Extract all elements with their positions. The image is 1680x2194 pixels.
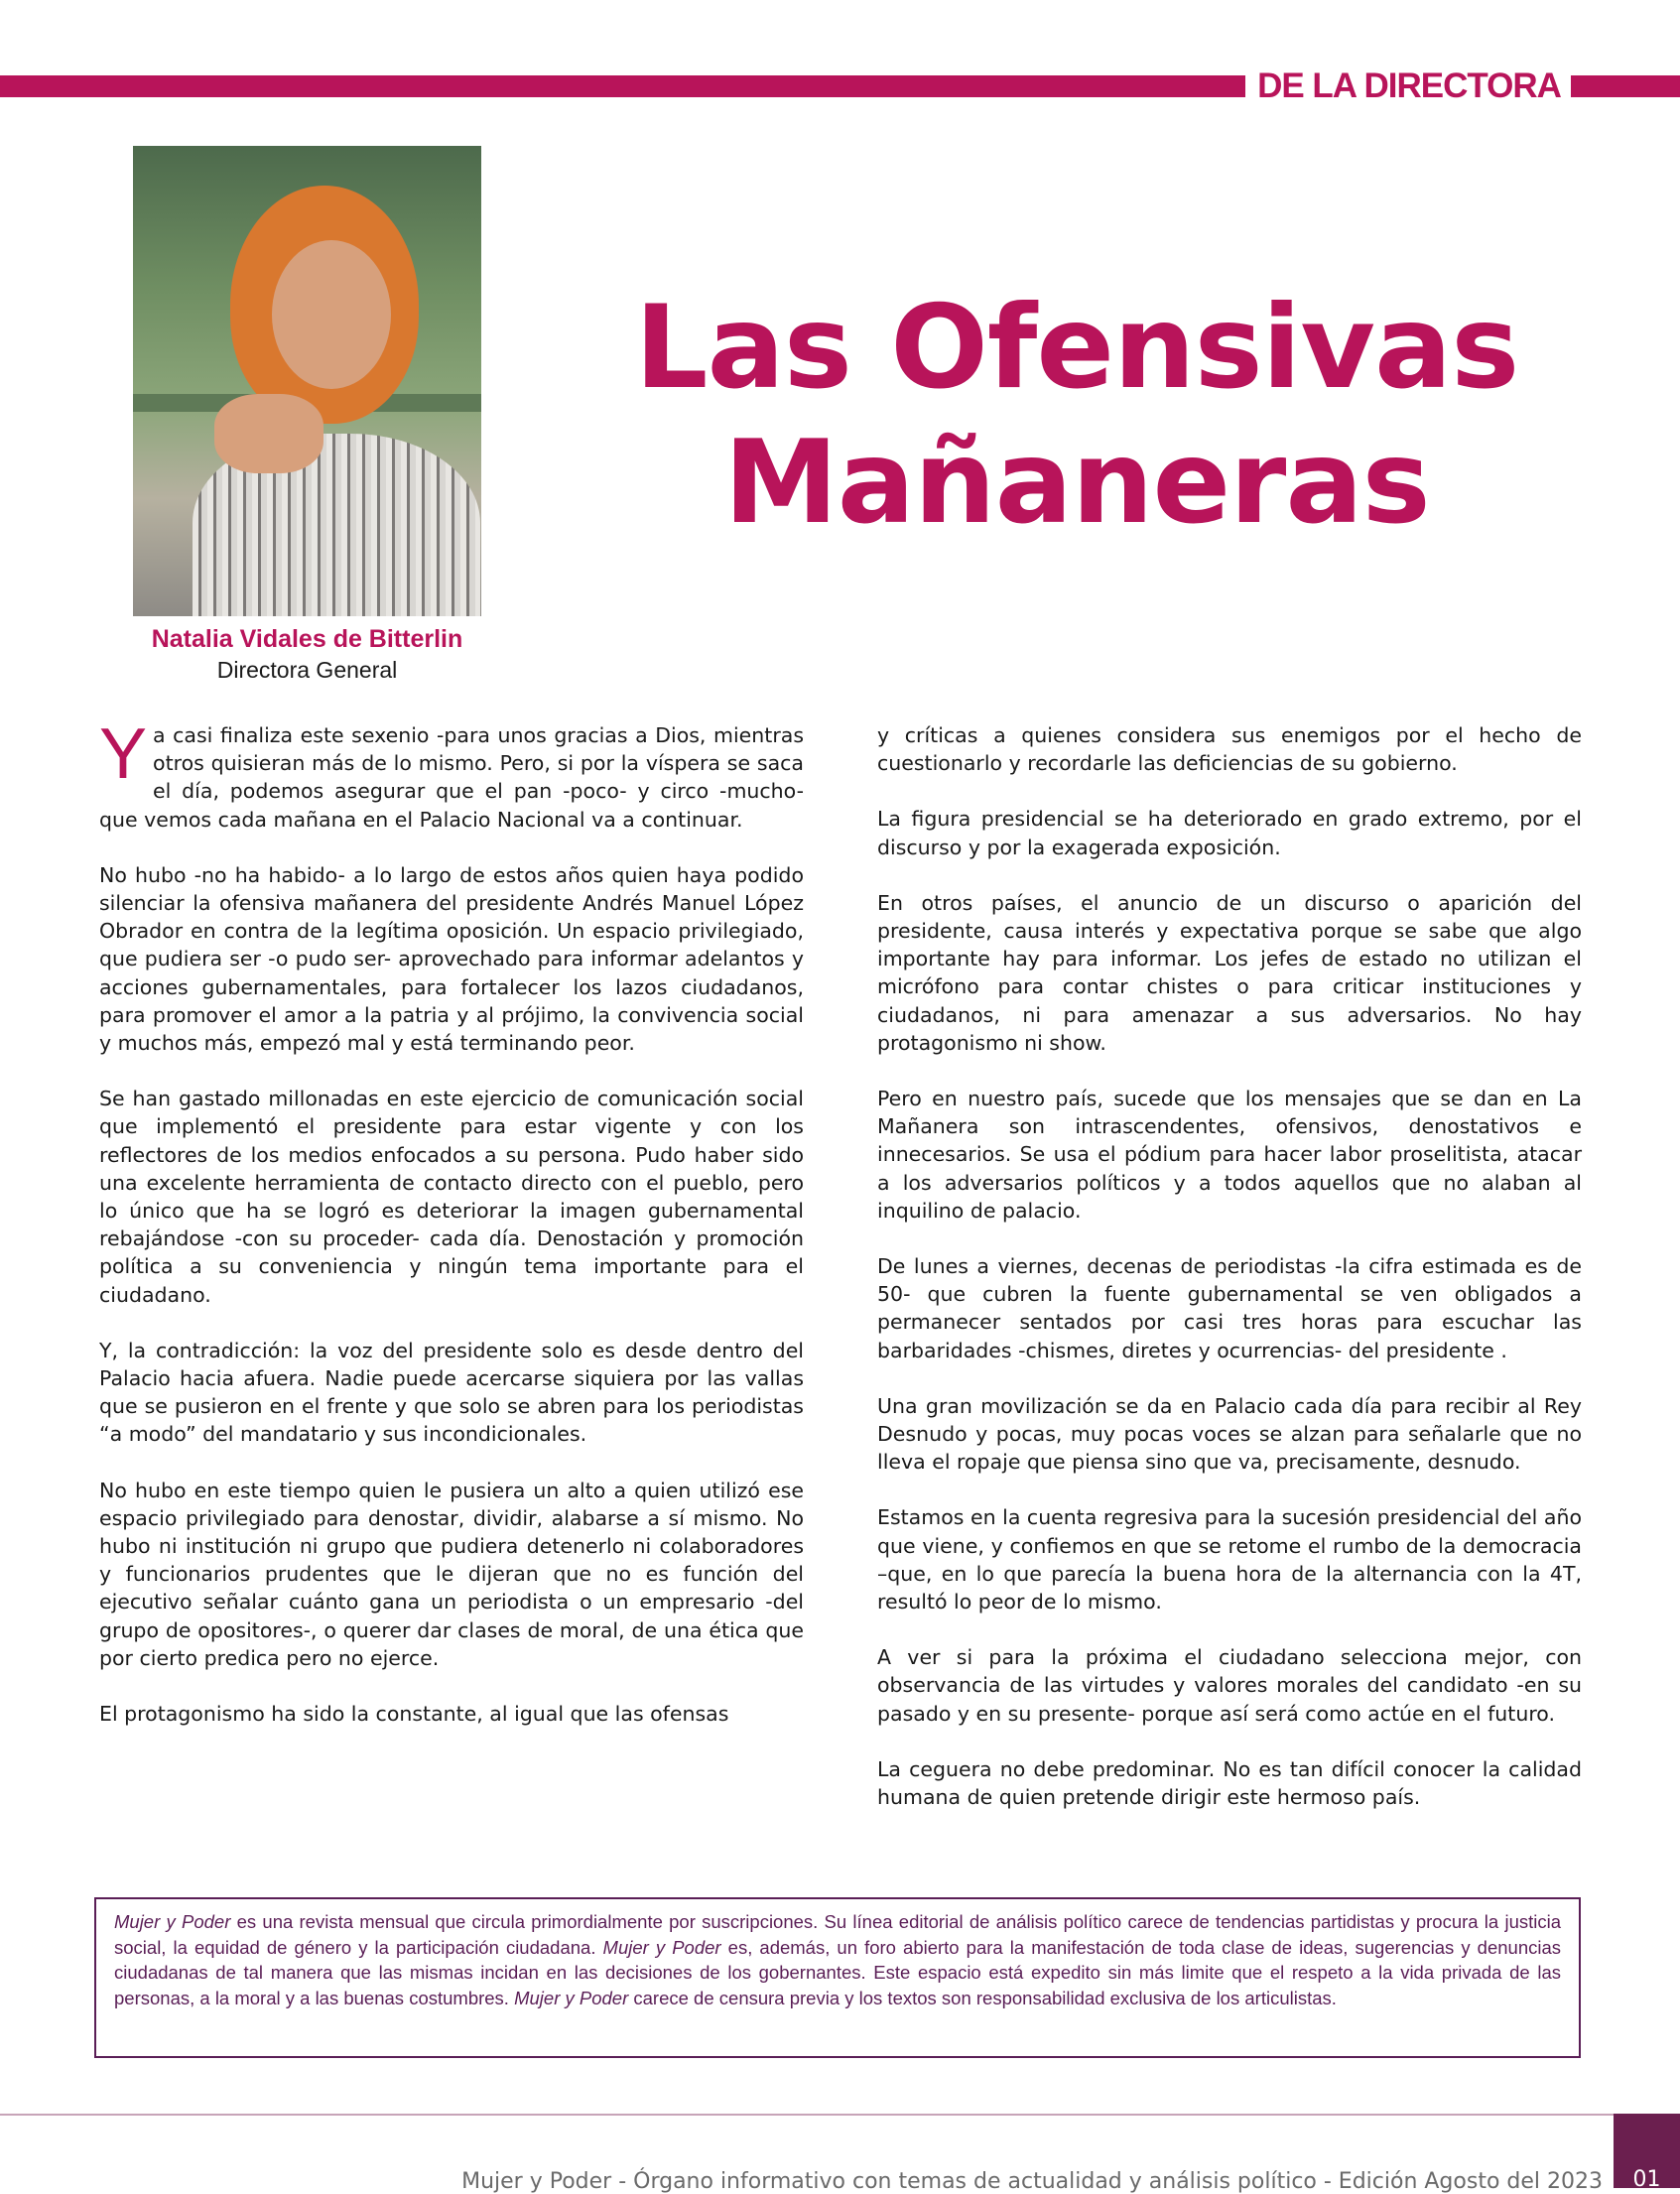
- paragraph-text: a casi finaliza este sexenio -para unos gracias a Dios, mientras otros quisieran más de lo mismo. Pero, si por la víspera se saca el día, podemos asegurar que el pan -poco- y circo -mucho- que vemos cada mañana en el Palacio Nacional va a continuar.: [99, 723, 804, 832]
- title-line-1: Las Ofensivas: [634, 281, 1519, 415]
- author-photo: [133, 146, 481, 616]
- paragraph: y críticas a quienes considera sus enemigos por el hecho de cuestionarlo y recordarle las deficiencias de su gobierno.: [877, 723, 1582, 776]
- disclaimer-text: carece de censura previa y los textos son responsabilidad exclusiva de los articulistas.: [628, 1987, 1337, 2008]
- paragraph: No hubo -no ha habido- a lo largo de estos años quien haya podido silenciar la ofensiva mañanera del presidente Andrés Manuel López Obrador en contra de la legítima oposición. Un espacio privilegiado, que pudiera ser -o pudo ser- aprovechado para informar adelantos y acciones gubernamentales, para fortalecer los lazos ciudadanos, para promover el amor a la patria y al prójimo, la convivencia social y muchos más, empezó mal y está terminando peor.: [99, 862, 804, 1056]
- article-title: [516, 281, 1637, 551]
- magazine-name: Mujer y Poder: [114, 1911, 231, 1932]
- footer-text: Mujer y Poder - Órgano informativo con temas de actualidad y análisis político - Edición Agosto del 2023: [461, 2169, 1603, 2194]
- photo-face: [272, 240, 391, 389]
- header-rule-right: [1571, 75, 1680, 97]
- magazine-name: Mujer y Poder: [514, 1987, 629, 2008]
- paragraph: De lunes a viernes, decenas de periodistas -la cifra estimada es de 50- que cubren la fuente gubernamental se ven obligados a permanecer sentados por casi tres horas para escuchar las barbaridades -chismes, diretes y ocurrencias- del presidente .: [877, 1254, 1582, 1362]
- photo-hands: [214, 394, 323, 473]
- paragraph: La ceguera no debe predominar. No es tan difícil conocer la calidad humana de quien pretende dirigir este hermoso país.: [877, 1756, 1582, 1810]
- author-role: Directora General: [216, 657, 398, 683]
- paragraph: Una gran movilización se da en Palacio cada día para recibir al Rey Desnudo y pocas, muy pocas voces se alzan para señalarle que no lleva el ropaje que piensa sino que va, precisamente, desnudo.: [877, 1393, 1582, 1475]
- author-name: Natalia Vidales de Bitterlin: [151, 625, 463, 653]
- paragraph: No hubo en este tiempo quien le pusiera un alto a quien utilizó ese espacio privilegiado para denostar, dividir, alabarse a sí mismo. No hubo ni institución ni grupo que pudiera detenerlo ni colaboradores y funcionarios prudentes que le dijeran que no es función del ejecutivo señalar cuánto gana un periodista o un empresario -del grupo de opositores-, o querer dar clases de moral, de una ética que por cierto predica pero no ejerce.: [99, 1478, 804, 1670]
- disclaimer-text: es una revista mensual que circula primordialmente por suscripciones. Su línea editorial de análisis político carece de tendencias partidistas y procura la justicia social, la equidad de género y la participación ciudadana.: [114, 1911, 1562, 1958]
- article-column-left: [99, 714, 804, 1755]
- editorial-disclaimer-box: [94, 1897, 1581, 2058]
- section-label: DE LA DIRECTORA: [1257, 66, 1561, 105]
- title-line-2: Mañaneras: [723, 416, 1430, 550]
- paragraph: Pero en nuestro país, sucede que los mensajes que se dan en La Mañanera son intrascendentes, ofensivos, denostativos e innecesarios. Se usa el pódium para hacer labor proselitista, atacar a los adversarios políticos y a todos aquellos que no alaban al inquilino de palacio.: [877, 1087, 1582, 1223]
- article-column-right: [877, 721, 1582, 1839]
- paragraph: Estamos en la cuenta regresiva para la sucesión presidencial del año que viene, y confiemos en que se retome el rumbo de la democracia –que, en lo que parecía la buena hora de la alternancia con la 4T, resultó lo peor de lo mismo.: [877, 1505, 1582, 1614]
- paragraph: Y, la contradicción: la voz del presidente solo es desde dentro del Palacio hacia afuera. Nadie puede acercarse siquiera por las vallas que se pusieron en el frente y que solo se abren para los periodistas “a modo” del mandatario y sus incondicionales.: [99, 1338, 804, 1447]
- disclaimer-text: es, además, un foro abierto para la manifestación de toda clase de ideas, sugerencias y denuncias ciudadanas de tal manera que las mismas incidan en las decisiones de los gobernantes. Este espacio está expedito sin más limite que el respeto a la vida privada de las personas, a la moral y a las buenas costumbres.: [114, 1936, 1562, 2008]
- paragraph: A ver si para la próxima el ciudadano selecciona mejor, con observancia de las virtudes y valores morales del candidato -en su pasado y en su presente- porque así será como actúe en el futuro.: [877, 1645, 1582, 1726]
- paragraph: En otros países, el anuncio de un discurso o aparición del presidente, causa interés y expectativa porque se sabe que algo importante hay para informar. Los jefes de estado no utilizan el micrófono para contar chistes o para criticar instituciones y ciudadanos, ni para amenazar a sus adversarios. No hay protagonismo ni show.: [877, 890, 1582, 1055]
- header-rule-left: [0, 75, 1245, 97]
- paragraph: [99, 714, 804, 834]
- magazine-name: Mujer y Poder: [602, 1936, 721, 1958]
- page-number: 01: [1632, 2167, 1661, 2192]
- paragraph: El protagonismo ha sido la constante, al igual que las ofensas: [99, 1702, 729, 1727]
- drop-cap: Y: [99, 714, 148, 794]
- footer-rule: [0, 2114, 1614, 2116]
- paragraph: La figura presidencial se ha deteriorado en grado extremo, por el discurso y por la exagerada exposición.: [877, 807, 1582, 859]
- paragraph: Se han gastado millonadas en este ejercicio de comunicación social que implementó el presidente para estar vigente y con los reflectores de los medios enfocados a su persona. Pudo haber sido una excelente herramienta de contacto directo con el pueblo, pero lo único que ha se logró es deteriorar la imagen gubernamental rebajándose -con su proceder- cada día. Denostación y promoción política a su conveniencia y ningún tema importante para el ciudadano.: [99, 1087, 804, 1307]
